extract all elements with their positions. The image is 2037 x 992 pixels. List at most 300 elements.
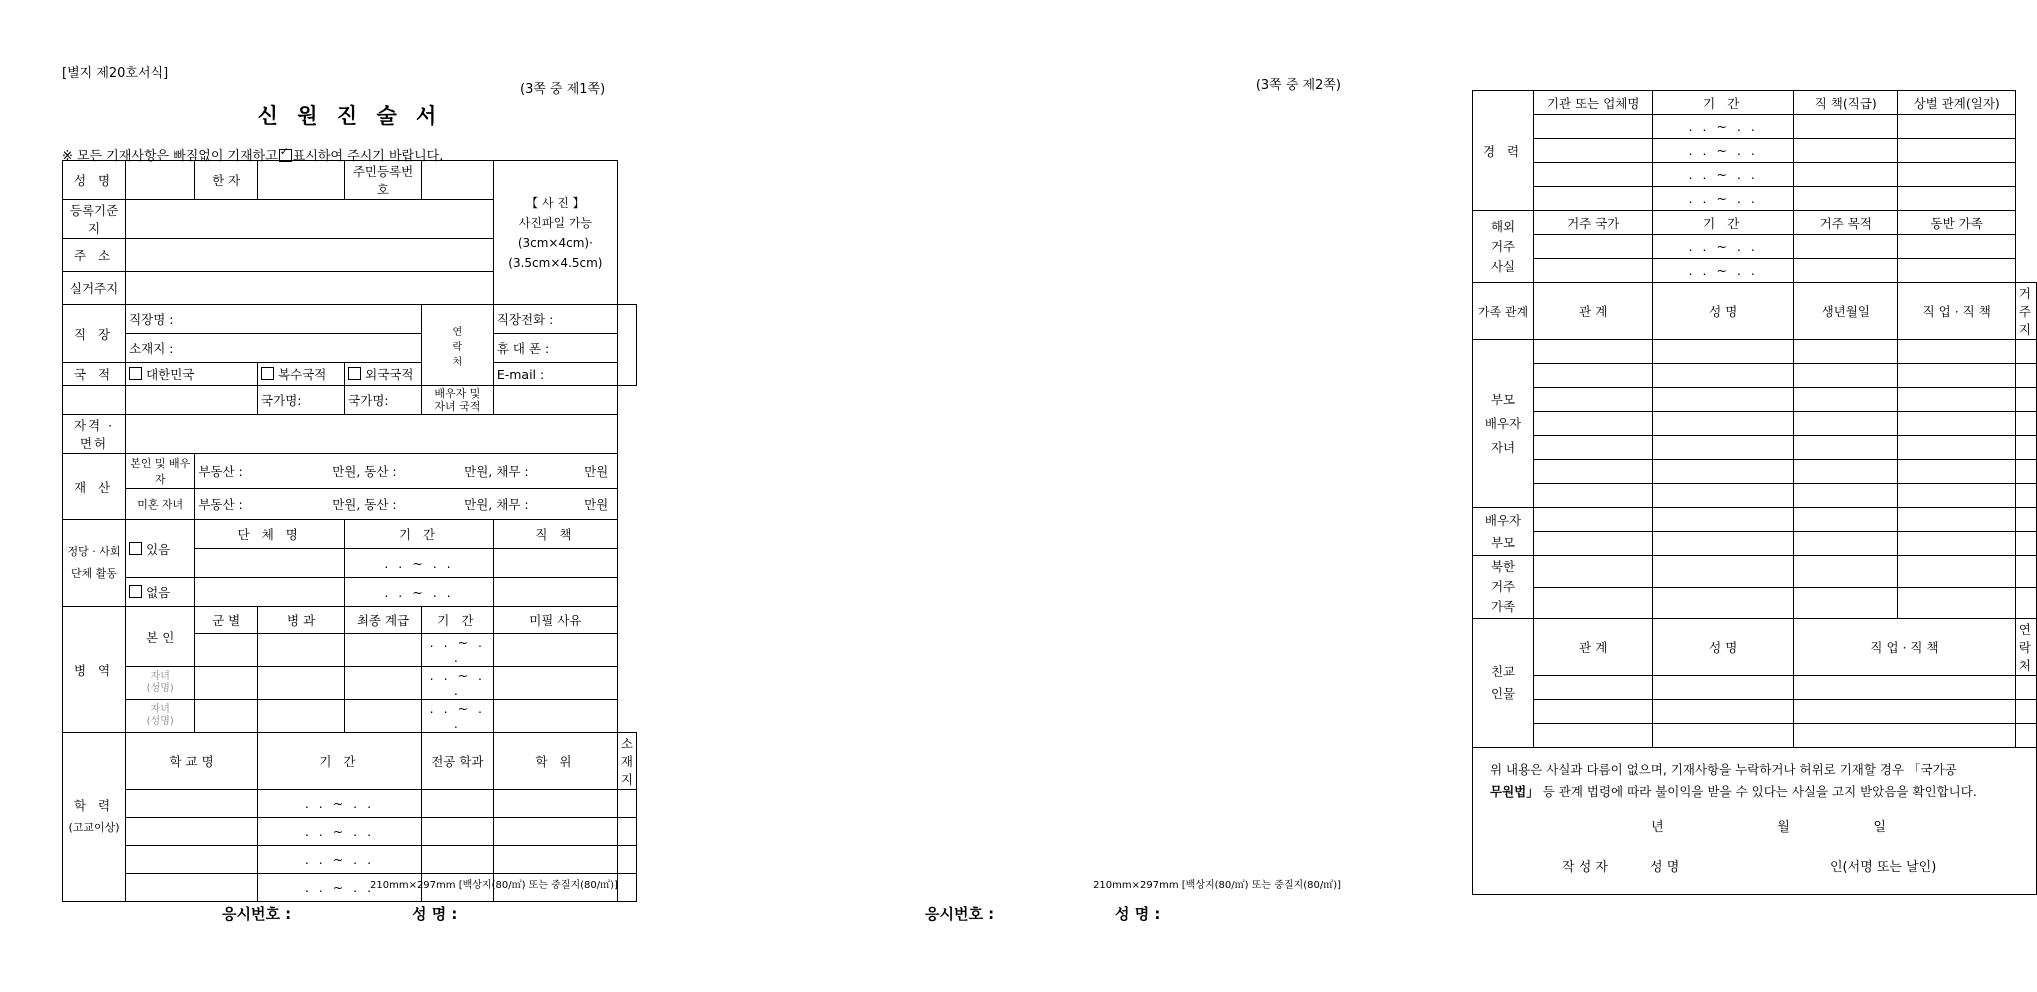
field-school-1[interactable] <box>126 790 258 818</box>
field-location-2[interactable] <box>617 818 636 846</box>
field-nationality-foreign[interactable] <box>345 363 422 386</box>
contact-char-1: 연 <box>452 326 463 338</box>
header-branch: 군 별 <box>195 607 258 634</box>
table-row <box>1473 532 2037 556</box>
table-row <box>63 489 637 520</box>
nk-line-1: 북한 <box>1490 559 1516 574</box>
date-line <box>1490 817 2019 839</box>
field-nk-job-1[interactable] <box>1898 556 2015 588</box>
field-child2-branch[interactable] <box>195 700 258 733</box>
field-birth-2[interactable] <box>1794 364 1898 388</box>
field-accompany-2[interactable] <box>1898 259 2015 283</box>
checkbox-korea[interactable] <box>129 367 142 380</box>
table-row <box>63 305 637 334</box>
field-spouse-child-nationality[interactable] <box>493 386 617 415</box>
page-2 <box>700 0 2033 992</box>
header-accompany: 동반 가족 <box>1898 211 2015 235</box>
field-birth-3[interactable] <box>1794 388 1898 412</box>
field-sp-birth-2[interactable] <box>1794 532 1898 556</box>
nk-line-3: 가족 <box>1490 599 1516 614</box>
header-residence: 거 주 지 <box>2015 283 2036 340</box>
parents-line-1: 부모 <box>1490 391 1516 407</box>
field-assets-self[interactable] <box>195 454 618 489</box>
unit-2: 만원, <box>464 464 493 479</box>
field-korea-blank[interactable] <box>126 386 258 415</box>
header-career-period: 기 간 <box>1653 91 1794 115</box>
header-close-job: 직 업 · 직 책 <box>1794 619 2016 676</box>
country-name-1-label: 국가명: <box>261 393 302 408</box>
field-nk-name-2[interactable] <box>1653 587 1794 619</box>
field-relation-2[interactable] <box>1534 364 1653 388</box>
checkbox-no[interactable] <box>129 585 142 598</box>
field-final-rank[interactable] <box>345 634 422 667</box>
spouse-parents-line-1: 배우자 <box>1484 512 1522 528</box>
notice-post: 표시하여 주시기 바랍니다. <box>292 149 444 164</box>
field-contact-extra[interactable] <box>617 305 636 386</box>
table-row <box>1473 388 2037 412</box>
field-job-5[interactable] <box>1898 436 2015 460</box>
label-spouse-parents <box>1473 508 1534 556</box>
field-edu-period-4[interactable]: . . ~ . . <box>258 874 422 902</box>
field-rrn[interactable] <box>421 161 493 200</box>
field-relation-5[interactable] <box>1534 436 1653 460</box>
label-spouse-child-nationality: 배우자 및 자녀 국적 <box>421 386 493 415</box>
label-military: 병 역 <box>63 607 126 733</box>
label-child-1 <box>126 667 195 700</box>
field-child1-reason[interactable] <box>493 667 617 700</box>
label-self: 본 인 <box>126 607 195 667</box>
table-row <box>1473 412 2037 436</box>
page-1-label: (3쪽 중 제1쪽) <box>520 82 606 97</box>
field-degree-3[interactable] <box>493 846 617 874</box>
month-label: 월 <box>1777 820 1792 835</box>
field-close-relation-1[interactable] <box>1534 676 1653 700</box>
debt-label-2: 채무 : <box>496 497 529 512</box>
label-work: 직 장 <box>63 305 126 363</box>
movable-label-2: 동산 : <box>364 497 397 512</box>
table-row <box>63 818 637 846</box>
field-child1-branch[interactable] <box>195 667 258 700</box>
field-sp-job-2[interactable] <box>1898 532 2015 556</box>
personal-info-table <box>62 160 637 902</box>
statement-line-2 <box>1490 781 2019 803</box>
table-row <box>1473 211 2037 235</box>
table-row <box>1473 587 2037 619</box>
field-birth-7[interactable] <box>1794 484 1898 508</box>
field-name[interactable] <box>126 161 195 200</box>
field-sp-birth-1[interactable] <box>1794 508 1898 532</box>
field-career-position-2[interactable] <box>1794 139 1898 163</box>
field-real-address[interactable] <box>126 272 494 305</box>
label-foreign: 외국국적 <box>365 367 414 382</box>
field-career-award-3[interactable] <box>1898 163 2015 187</box>
header-major: 전공 학과 <box>421 733 493 790</box>
field-close-contact-1[interactable] <box>2015 676 2036 700</box>
field-work-name[interactable] <box>126 305 422 334</box>
field-party-yes[interactable] <box>126 520 195 578</box>
field-assets-child[interactable] <box>195 489 618 520</box>
field-career-org-2[interactable] <box>1534 139 1653 163</box>
label-multi: 복수국적 <box>278 367 327 382</box>
child-1-sub: (성명) <box>146 683 174 694</box>
field-career-period-3[interactable]: . . ~ . . <box>1653 163 1794 187</box>
unit-6: 만원 <box>584 497 609 512</box>
table-row <box>1473 748 2037 895</box>
field-org-period-1[interactable]: . . ~ . . <box>345 549 494 578</box>
header-military-period: 기 간 <box>421 607 493 634</box>
header-school: 학 교 명 <box>126 733 258 790</box>
overseas-line-1: 해외 <box>1490 218 1516 234</box>
field-sp-name-1[interactable] <box>1653 508 1794 532</box>
field-residence-7[interactable] <box>2015 484 2036 508</box>
header-job: 직 업 · 직 책 <box>1898 283 2015 340</box>
table-row <box>63 700 637 733</box>
header-position: 직 책 <box>493 520 617 549</box>
table-row <box>63 334 637 363</box>
field-branch[interactable] <box>195 634 258 667</box>
header-family-name: 성 명 <box>1653 283 1794 340</box>
field-org-2[interactable] <box>195 578 345 607</box>
field-fname-5[interactable] <box>1653 436 1794 460</box>
label-origin: 등록기준지 <box>63 200 126 239</box>
field-birth-1[interactable] <box>1794 340 1898 364</box>
field-school-2[interactable] <box>126 818 258 846</box>
table-row <box>1473 235 2037 259</box>
field-relation-4[interactable] <box>1534 412 1653 436</box>
statement-rest: 등 관계 법령에 따라 불이익을 받을 수 있다는 사실을 고지 받았음을 확인합니다. <box>1538 784 1977 799</box>
table-row <box>1473 364 2037 388</box>
field-career-position-4[interactable] <box>1794 187 1898 211</box>
field-career-org-3[interactable] <box>1534 163 1653 187</box>
field-org-1[interactable] <box>195 549 345 578</box>
field-mobile[interactable] <box>493 334 617 363</box>
field-birth-4[interactable] <box>1794 412 1898 436</box>
field-country-name-1[interactable] <box>258 386 345 415</box>
label-nationality: 국 적 <box>63 363 126 386</box>
field-sp-name-2[interactable] <box>1653 532 1794 556</box>
header-overseas-period: 기 간 <box>1653 211 1794 235</box>
field-overseas-period-1[interactable]: . . ~ . . <box>1653 235 1794 259</box>
label-unmarried-child: 미혼 자녀 <box>126 489 195 520</box>
field-school-3[interactable] <box>126 846 258 874</box>
field-career-award-1[interactable] <box>1898 115 2015 139</box>
field-close-contact-3[interactable] <box>2015 724 2036 748</box>
label-assets: 재 산 <box>63 454 126 520</box>
field-org-position-2[interactable] <box>493 578 617 607</box>
label-license: 자격 · 면허 <box>63 415 126 454</box>
table-row <box>1473 187 2037 211</box>
field-fname-1[interactable] <box>1653 340 1794 364</box>
tel-label: 직장전화 : <box>496 312 554 327</box>
page-1 <box>0 0 700 992</box>
label-address: 주 소 <box>63 239 126 272</box>
field-relation-7[interactable] <box>1534 484 1653 508</box>
movable-label-1: 동산 : <box>364 464 397 479</box>
debt-label-1: 채무 : <box>496 464 529 479</box>
header-birth: 생년월일 <box>1794 283 1898 340</box>
writer-name-label: 성 명 <box>1650 860 1680 875</box>
page-1-footnote: 210mm×297mm [백상지(80/㎡) 또는 중질지(80/㎡)] <box>370 880 618 891</box>
field-child1-corps[interactable] <box>258 667 345 700</box>
table-row <box>63 454 637 489</box>
field-country-2[interactable] <box>1534 259 1653 283</box>
field-license[interactable] <box>126 415 618 454</box>
field-child1-rank[interactable] <box>345 667 422 700</box>
label-hanja: 한 자 <box>195 161 258 200</box>
label-child-2 <box>126 700 195 733</box>
table-row <box>1473 700 2037 724</box>
checkbox-yes[interactable] <box>129 542 142 555</box>
signature-row <box>1490 857 2019 887</box>
field-major-3[interactable] <box>421 846 493 874</box>
field-edu-period-3[interactable]: . . ~ . . <box>258 846 422 874</box>
child-2-sub: (성명) <box>146 716 174 727</box>
seal-label: 인(서명 또는 날인) <box>1830 860 1937 875</box>
field-close-contact-2[interactable] <box>2015 700 2036 724</box>
field-fname-7[interactable] <box>1653 484 1794 508</box>
field-location-1[interactable] <box>617 790 636 818</box>
label-no: 없음 <box>146 585 171 600</box>
table-row <box>63 161 637 200</box>
nk-line-2: 거주 <box>1490 579 1516 594</box>
field-nationality-multi[interactable] <box>258 363 345 386</box>
page-1-exam-no: 응시번호 : <box>222 905 292 923</box>
spouse-parents-line-2: 부모 <box>1490 534 1516 550</box>
close-line-2: 인물 <box>1490 686 1516 701</box>
table-row <box>63 386 637 415</box>
table-row <box>63 667 637 700</box>
field-career-period-1[interactable]: . . ~ . . <box>1653 115 1794 139</box>
notice-pre: ※ 모든 기재사항은 빠짐없이 기재하고 <box>62 149 278 164</box>
overseas-line-3: 사실 <box>1490 258 1516 274</box>
field-birth-6[interactable] <box>1794 460 1898 484</box>
table-row <box>1473 163 2037 187</box>
table-row <box>1473 259 2037 283</box>
field-residence-5[interactable] <box>2015 436 2036 460</box>
field-job-2[interactable] <box>1898 364 2015 388</box>
field-career-org-4[interactable] <box>1534 187 1653 211</box>
parents-line-2: 배우자 <box>1484 415 1522 431</box>
field-fname-4[interactable] <box>1653 412 1794 436</box>
field-residence-2[interactable] <box>2015 364 2036 388</box>
photo-box[interactable] <box>493 161 617 305</box>
unit-3: 만원 <box>584 464 609 479</box>
checkbox-multi[interactable] <box>261 367 274 380</box>
email-label: E-mail : <box>496 366 545 382</box>
field-fname-2[interactable] <box>1653 364 1794 388</box>
field-child2-reason[interactable] <box>493 700 617 733</box>
field-nk-birth-2[interactable] <box>1794 587 1898 619</box>
table-row <box>1473 436 2037 460</box>
field-sp-job-1[interactable] <box>1898 508 2015 532</box>
field-edu-period-2[interactable]: . . ~ . . <box>258 818 422 846</box>
field-child2-corps[interactable] <box>258 700 345 733</box>
header-career-position: 직 책(직급) <box>1794 91 1898 115</box>
field-close-name-3[interactable] <box>1653 724 1794 748</box>
field-origin[interactable] <box>126 200 494 239</box>
label-rrn: 주민등록번호 <box>345 161 422 200</box>
field-nk-birth-1[interactable] <box>1794 556 1898 588</box>
unit-1: 만원, <box>332 464 361 479</box>
header-exempt-reason: 미필 사유 <box>493 607 617 634</box>
field-relation-1[interactable] <box>1534 340 1653 364</box>
field-location-4[interactable] <box>617 874 636 902</box>
table-row <box>63 607 637 634</box>
field-org-period-2[interactable]: . . ~ . . <box>345 578 494 607</box>
field-job-1[interactable] <box>1898 340 2015 364</box>
field-degree-2[interactable] <box>493 818 617 846</box>
field-close-name-2[interactable] <box>1653 700 1794 724</box>
career-family-table <box>1472 90 2037 895</box>
header-final-rank: 최종 계급 <box>345 607 422 634</box>
field-career-period-2[interactable]: . . ~ . . <box>1653 139 1794 163</box>
photo-line-2: (3cm×4cm)· <box>517 235 593 250</box>
field-residence-6[interactable] <box>2015 460 2036 484</box>
field-sp-residence-1[interactable] <box>2015 508 2036 532</box>
field-child1-period[interactable]: . . ~ . . <box>421 667 493 700</box>
field-country-name-2[interactable] <box>345 386 422 415</box>
field-close-relation-2[interactable] <box>1534 700 1653 724</box>
field-sp-relation-1[interactable] <box>1534 508 1653 532</box>
field-residence-4[interactable] <box>2015 412 2036 436</box>
photo-line-3: (3.5cm×4.5cm) <box>508 255 603 270</box>
header-award: 상벌 관계(일자) <box>1898 91 2015 115</box>
unit-5: 만원, <box>464 497 493 512</box>
label-family-relation: 가족 관계 <box>1473 283 1534 340</box>
statement-bold: 무원법」 <box>1490 784 1539 799</box>
field-nk-relation-1[interactable] <box>1534 556 1653 588</box>
label-name: 성 명 <box>63 161 126 200</box>
field-job-7[interactable] <box>1898 484 2015 508</box>
table-row <box>63 846 637 874</box>
field-close-name-1[interactable] <box>1653 676 1794 700</box>
field-birth-5[interactable] <box>1794 436 1898 460</box>
label-nationality-blank <box>63 386 126 415</box>
day-label: 일 <box>1873 820 1888 835</box>
field-job-3[interactable] <box>1898 388 2015 412</box>
field-close-job-2[interactable] <box>1794 700 2016 724</box>
field-purpose-1[interactable] <box>1794 235 1898 259</box>
field-nationality-korea[interactable] <box>126 363 258 386</box>
field-nk-relation-2[interactable] <box>1534 587 1653 619</box>
field-child2-rank[interactable] <box>345 700 422 733</box>
parents-line-3: 자녀 <box>1490 439 1516 455</box>
field-corps[interactable] <box>258 634 345 667</box>
field-accompany-1[interactable] <box>1898 235 2015 259</box>
field-job-4[interactable] <box>1898 412 2015 436</box>
field-job-6[interactable] <box>1898 460 2015 484</box>
overseas-line-2: 거주 <box>1490 238 1516 254</box>
field-edu-period-1[interactable]: . . ~ . . <box>258 790 422 818</box>
field-career-award-4[interactable] <box>1898 187 2015 211</box>
education-text: 학 력 <box>73 798 115 813</box>
table-row <box>1473 676 2037 700</box>
field-child2-period[interactable]: . . ~ . . <box>421 700 493 733</box>
field-org-position-1[interactable] <box>493 549 617 578</box>
education-sub: (고교이상) <box>68 821 120 834</box>
field-country-1[interactable] <box>1534 235 1653 259</box>
field-career-org-1[interactable] <box>1534 115 1653 139</box>
field-fname-6[interactable] <box>1653 460 1794 484</box>
field-email[interactable] <box>493 363 617 386</box>
field-work-location[interactable] <box>126 334 422 363</box>
field-nk-residence-2[interactable] <box>2015 587 2036 619</box>
field-residence-3[interactable] <box>2015 388 2036 412</box>
field-career-award-2[interactable] <box>1898 139 2015 163</box>
table-row <box>1473 139 2037 163</box>
writer-label: 작 성 자 <box>1562 860 1608 875</box>
field-residence-1[interactable] <box>2015 340 2036 364</box>
child-1-text: 자녀 <box>150 671 170 682</box>
table-row <box>1473 484 2037 508</box>
table-row <box>63 790 637 818</box>
field-tel[interactable] <box>493 305 617 334</box>
label-parents-spouse-children <box>1473 340 1534 508</box>
field-hanja[interactable] <box>258 161 345 200</box>
field-nk-job-2[interactable] <box>1898 587 2015 619</box>
field-school-4[interactable] <box>126 874 258 902</box>
field-fname-3[interactable] <box>1653 388 1794 412</box>
photo-line-1: 사진파일 가능 <box>518 215 593 230</box>
field-close-job-1[interactable] <box>1794 676 2016 700</box>
field-career-position-3[interactable] <box>1794 163 1898 187</box>
page-1-name: 성 명 : <box>412 905 458 923</box>
table-row <box>63 733 637 790</box>
field-major-2[interactable] <box>421 818 493 846</box>
work-loc-label: 소재지 : <box>129 341 174 356</box>
field-degree-1[interactable] <box>493 790 617 818</box>
field-purpose-2[interactable] <box>1794 259 1898 283</box>
field-career-position-1[interactable] <box>1794 115 1898 139</box>
table-row <box>1473 91 2037 115</box>
form-number: [별지 제20호서식] <box>62 66 169 81</box>
field-address[interactable] <box>126 239 494 272</box>
field-nk-residence-1[interactable] <box>2015 556 2036 588</box>
table-row <box>1473 460 2037 484</box>
country-name-2-label: 국가명: <box>348 393 389 408</box>
field-sp-residence-2[interactable] <box>2015 532 2036 556</box>
field-close-job-3[interactable] <box>1794 724 2016 748</box>
field-career-period-4[interactable]: . . ~ . . <box>1653 187 1794 211</box>
field-overseas-period-2[interactable]: . . ~ . . <box>1653 259 1794 283</box>
label-close-associates <box>1473 619 1534 748</box>
field-close-relation-3[interactable] <box>1534 724 1653 748</box>
field-relation-6[interactable] <box>1534 460 1653 484</box>
table-row <box>1473 115 2037 139</box>
statement-line-1: 위 내용은 사실과 다름이 없으며, 기재사항을 누락하거나 허위로 기재할 경우 「국가공 <box>1490 762 1957 777</box>
work-name-label: 직장명 : <box>129 312 174 327</box>
label-overseas <box>1473 211 1534 283</box>
field-military-period[interactable]: . . ~ . . <box>421 634 493 667</box>
child-2-text: 자녀 <box>150 704 170 715</box>
checkbox-foreign[interactable] <box>348 367 361 380</box>
field-nk-name-1[interactable] <box>1653 556 1794 588</box>
field-sp-relation-2[interactable] <box>1534 532 1653 556</box>
realty-label-1: 부동산 : <box>198 464 243 479</box>
field-party-no[interactable] <box>126 578 195 607</box>
table-row <box>63 578 637 607</box>
header-close-contact: 연 락 처 <box>2015 619 2036 676</box>
field-major-1[interactable] <box>421 790 493 818</box>
field-exempt-reason[interactable] <box>493 634 617 667</box>
field-relation-3[interactable] <box>1534 388 1653 412</box>
table-row <box>63 520 637 549</box>
label-self-spouse: 본인 및 배우자 <box>126 454 195 489</box>
year-label: 년 <box>1651 820 1666 835</box>
field-location-3[interactable] <box>617 846 636 874</box>
label-career: 경 력 <box>1473 91 1534 211</box>
table-row <box>1473 619 2037 676</box>
